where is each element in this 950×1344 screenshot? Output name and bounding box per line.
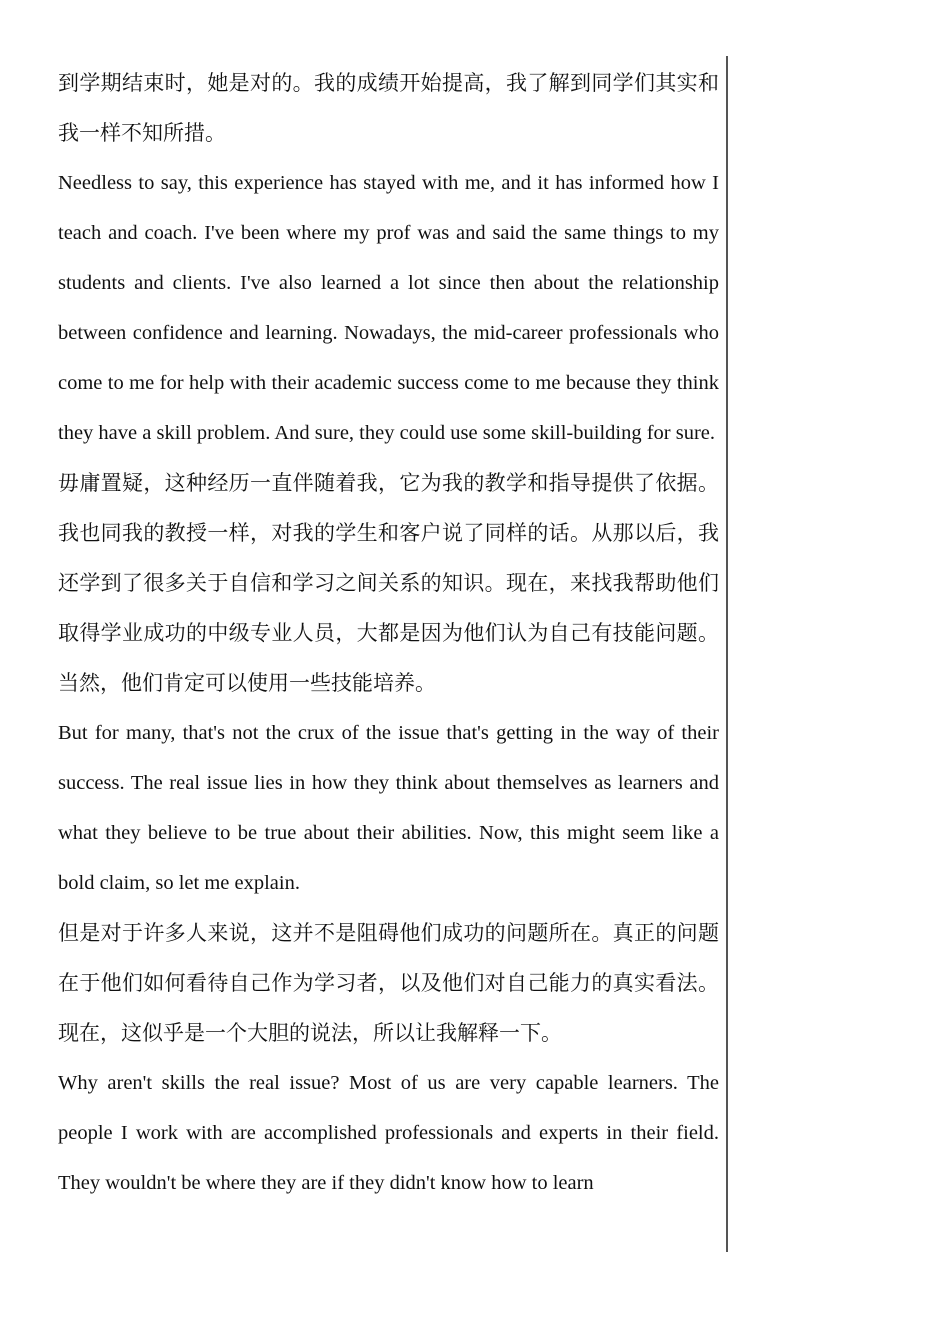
paragraph-zh-experience: 毋庸置疑，这种经历一直伴随着我，它为我的教学和指导提供了依据。我也同我的教授一样，对我的学生和客户说了同样的话。从那以后，我还学到了很多关于自信和学习之间关系的知识。现在，来找我帮助他们取得学业成功的中级专业人员，大都是因为他们认为自己有技能问题。当然，他们肯定可以使用一些技能培养。 [58,471,719,695]
right-margin-rule [726,56,728,1252]
paragraph-en-skills: Why aren't skills the real issue? Most of us are very capable learners. The people I work with are accomplished professionals and experts in their field. They wouldn't be where they are if they didn't know how to learn [58,1072,719,1194]
paragraph-en-crux: But for many, that's not the crux of the issue that's getting in the way of their success. The real issue lies in how they think about themselves as learners and what they believe to be true about their abilities. Now, this might seem like a bold claim, so let me explain. [58,722,719,894]
paragraph-en-experience: Needless to say, this experience has stayed with me, and it has informed how I teach and coach. I've been where my prof was and said the same things to my students and clients. I've also learned a lot since then about the relationship between confidence and learning. Nowadays, the mid-career professionals who come to me for help with their academic success come to me because they think they have a skill problem. And sure, they could use some skill-building for sure. [58,172,719,444]
text-column [58,58,719,1208]
paragraph-zh-semester-end: 到学期结束时，她是对的。我的成绩开始提高，我了解到同学们其实和我一样不知所措。 [58,71,719,145]
paragraph-zh-crux: 但是对于许多人来说，这并不是阻碍他们成功的问题所在。真正的问题在于他们如何看待自己作为学习者，以及他们对自己能力的真实看法。现在，这似乎是一个大胆的说法，所以让我解释一下。 [58,921,719,1045]
